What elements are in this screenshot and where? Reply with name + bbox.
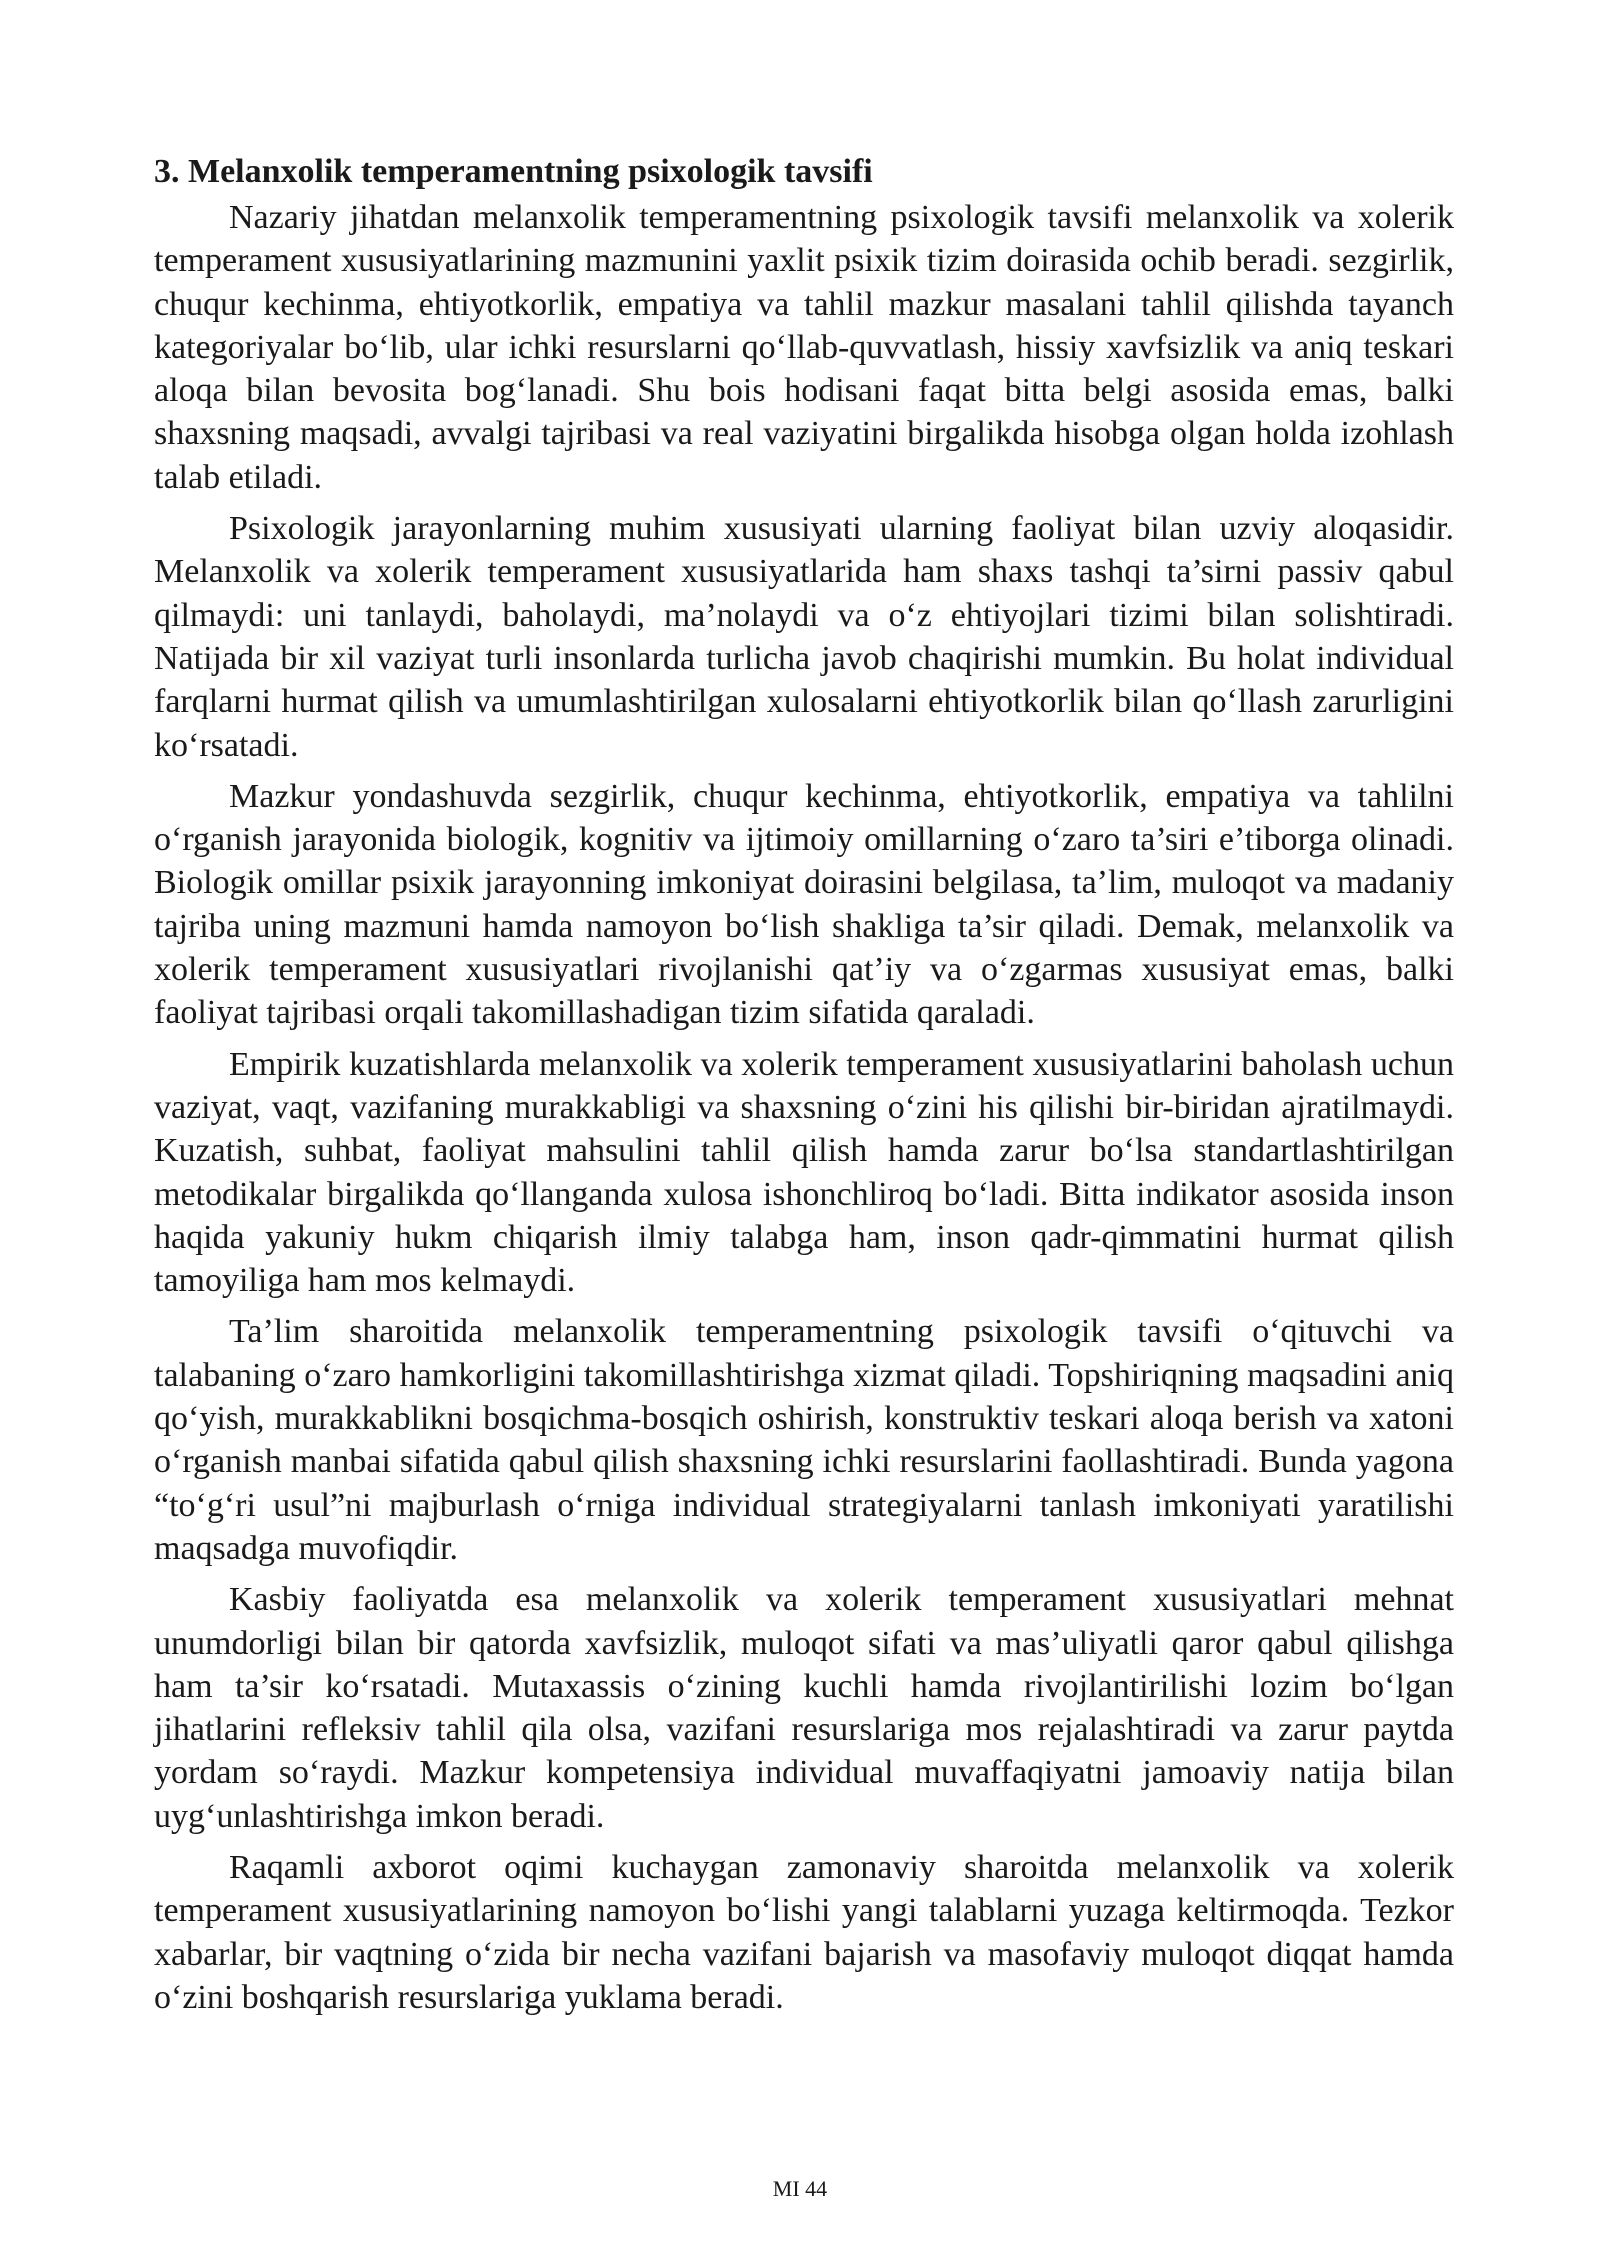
paragraph: Nazariy jihatdan melanxolik temperamentning psixologik tavsifi melanxolik va xolerik temperament xususiyatlarining mazmunini yaxlit psixik tizim doirasida ochib beradi. sezgirlik, chuqur kechinma, ehtiyotkorlik, empatiya va tahlil mazkur masalani tahlil qilishda tayanch kategoriyalar bo‘lib, ular ichki resurslarni qo‘llab-quvvatlash, hissiy xavfsizlik va aniq teskari aloqa bilan bevosita bog‘lanadi. Shu bois hodisani faqat bitta belgi asosida emas, balki shaxsning maqsadi, avvalgi tajribasi va real vaziyatini birgalikda hisobga olgan holda izohlash talab etiladi. [154,199,1454,496]
page-content [154,150,1454,2027]
paragraph: Ta’lim sharoitida melanxolik temperamentning psixologik tavsifi o‘qituvchi va talabaning o‘zaro hamkorligini takomillashtirishga xizmat qiladi. Topshiriqning maqsadini aniq qo‘yish, murakkablikni bosqichma-bosqich oshirish, konstruktiv teskari aloqa berish va xatoni o‘rganish manbai sifatida qabul qilish shaxsning ichki resurslarini faollashtiradi. Bunda yagona “to‘g‘ri usul”ni majburlash o‘rniga individual strategiyalarni tanlash imkoniyati yaratilishi maqsadga muvofiqdir. [154,1313,1454,1567]
paragraph: Kasbiy faoliyatda esa melanxolik va xolerik temperament xususiyatlari mehnat unumdorligi bilan bir qatorda xavfsizlik, muloqot sifati va mas’uliyatli qaror qabul qilishga ham ta’sir ko‘rsatadi. Mutaxassis o‘zining kuchli hamda rivojlantirilishi lozim bo‘lgan jihatlarini refleksiv tahlil qila olsa, vazifani resurslariga mos rejalashtiradi va zarur paytda yordam so‘raydi. Mazkur kompetensiya individual muvaffaqiyatni jamoaviy natija bilan uyg‘unlashtirishga imkon beradi. [154,1581,1454,1835]
paragraph: Empirik kuzatishlarda melanxolik va xolerik temperament xususiyatlarini baholash uchun vaziyat, vaqt, vazifaning murakkabligi va shaxsning o‘zini his qilishi bir-biridan ajratilmaydi. Kuzatish, suhbat, faoliyat mahsulini tahlil qilish hamda zarur bo‘lsa standartlashtirilgan metodikalar birgalikda qo‘llanganda xulosa ishonchliroq bo‘ladi. Bitta indikator asosida inson haqida yakuniy hukm chiqarish ilmiy talabga ham, inson qadr-qimmatini hurmat qilish tamoyiliga ham mos kelmaydi. [154,1045,1454,1300]
section-heading: 3. Melanxolik temperamentning psixologik tavsifi [154,153,873,190]
paragraph: Mazkur yondashuvda sezgirlik, chuqur kechinma, ehtiyotkorlik, empatiya va tahlilni o‘rganish jarayonida biologik, kognitiv va ijtimoiy omillarning o‘zaro ta’siri e’tiborga olinadi. Biologik omillar psixik jarayonning imkoniyat doirasini belgilasa, ta’lim, muloqot va madaniy tajriba uning mazmuni hamda namoyon bo‘lish shakliga ta’sir qiladi. Demak, melanxolik va xolerik temperament xususiyatlari rivojlanishi qat’iy va o‘zgarmas xususiyat emas, balki faoliyat tajribasi orqali takomillashadigan tizim sifatida qaraladi. [154,777,1454,1032]
paragraph: Psixologik jarayonlarning muhim xususiyati ularning faoliyat bilan uzviy aloqasidir. Melanxolik va xolerik temperament xususiyatlarida ham shaxs tashqi ta’sirni passiv qabul qilmaydi: uni tanlaydi, baholaydi, ma’nolaydi va o‘z ehtiyojlari tizimi bilan solishtiradi. Natijada bir xil vaziyat turli insonlarda turlicha javob chaqirishi mumkin. Bu holat individual farqlarni hurmat qilish va umumlashtirilgan xulosalarni ehtiyotkorlik bilan qo‘llash zarurligini ko‘rsatadi. [154,510,1454,764]
paragraph: Raqamli axborot oqimi kuchaygan zamonaviy sharoitda melanxolik va xolerik temperament xususiyatlarining namoyon bo‘lishi yangi talablarni yuzaga keltirmoqda. Tezkor xabarlar, bir vaqtning o‘zida bir necha vazifani bajarish va masofaviy muloqot diqqat hamda o‘zini boshqarish resurslariga yuklama beradi. [154,1848,1454,2016]
page-number: MI 44 [772,2176,828,2201]
